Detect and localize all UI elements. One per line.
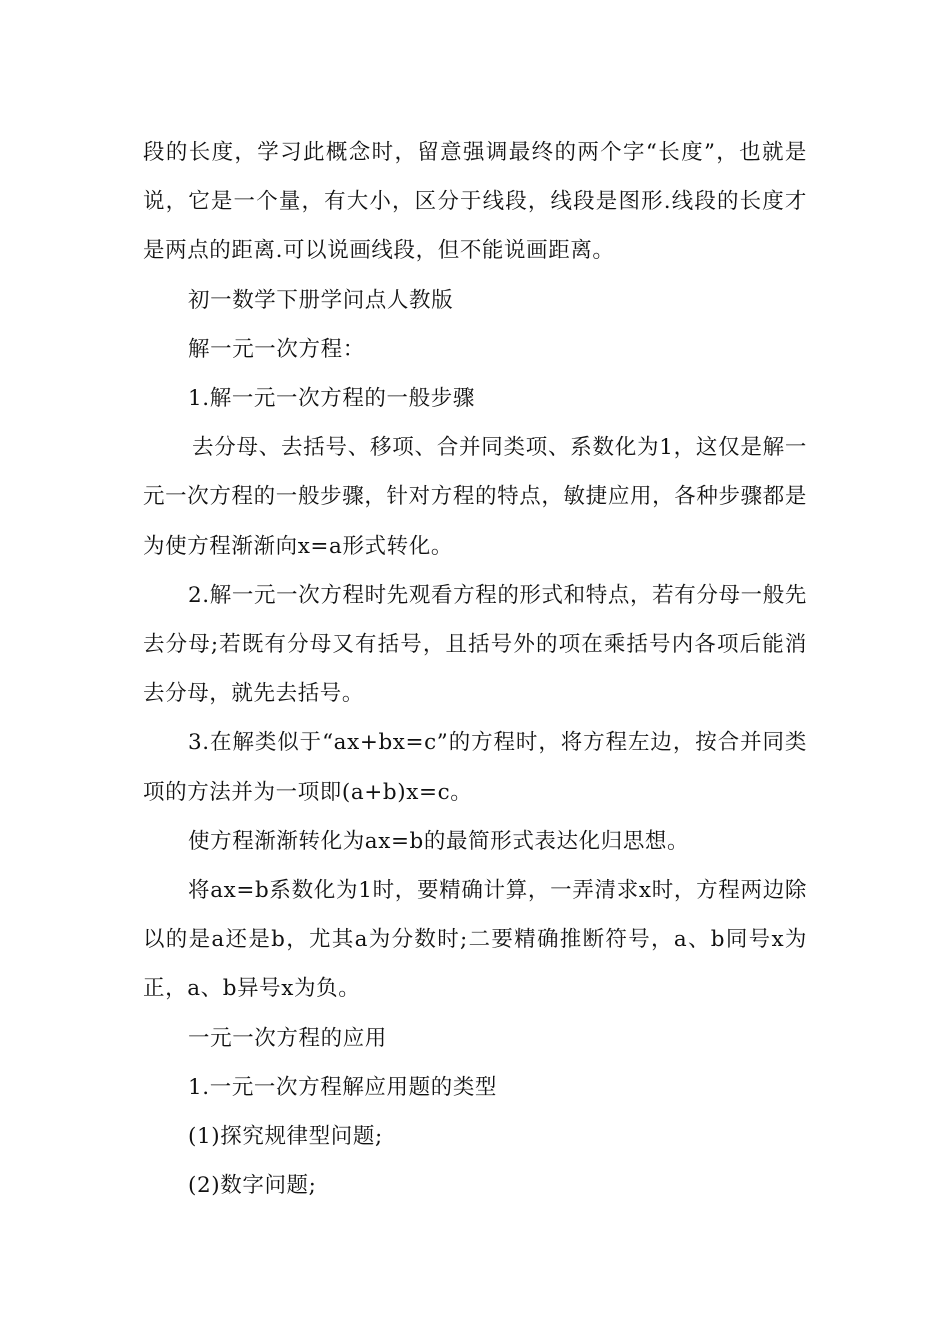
list-item-observe-form: 2.解一元一次方程时先观看方程的形式和特点，若有分母一般先去分母;若既有分母又有括号，且括号外的项在乘括号内各项后能消去分母，就先去括号。 xyxy=(143,582,807,707)
paragraph-simplest-form: 使方程渐渐转化为ax=b的最简形式表达化归思想。 xyxy=(188,828,690,854)
list-item-problem-types: 1.一元一次方程解应用题的类型 xyxy=(188,1074,498,1100)
paragraph-steps-detail: 去分母、去括号、移项、合并同类项、系数化为1，这仅是解一元一次方程的一般步骤，针对方程的特点，敏捷应用，各种步骤都是为使方程渐渐向x=a形式转化。 xyxy=(143,435,807,559)
paragraph-coefficient-one: 将ax=b系数化为1时，要精确计算，一弄清求x时，方程两边除以的是a还是b，尤其a为分数时;二要精确推断符号，a、b同号x为正，a、b异号x为负。 xyxy=(143,878,807,1002)
list-item-general-steps: 1.解一元一次方程的一般步骤 xyxy=(188,386,475,412)
document-body xyxy=(143,128,807,1210)
list-item-number-problems: (2)数字问题; xyxy=(188,1173,317,1199)
paragraph-distance-definition: 段的长度，学习此概念时，留意强调最终的两个字“长度”，也就是说，它是一个量，有大小，区分于线段，线段是图形.线段的长度才是两点的距离.可以说画线段，但不能说画距离。 xyxy=(143,140,807,264)
section-heading-solve-linear-equation: 解一元一次方程： xyxy=(188,336,365,362)
list-item-combine-like-terms: 3.在解类似于“ax+bx=c”的方程时，将方程左边，按合并同类项的方法并为一项即(a+b)x=c。 xyxy=(143,730,807,805)
section-heading-grade7-math: 初一数学下册学问点人教版 xyxy=(188,287,454,313)
list-item-pattern-problems: (1)探究规律型问题; xyxy=(188,1124,383,1150)
section-heading-applications: 一元一次方程的应用 xyxy=(188,1025,387,1051)
